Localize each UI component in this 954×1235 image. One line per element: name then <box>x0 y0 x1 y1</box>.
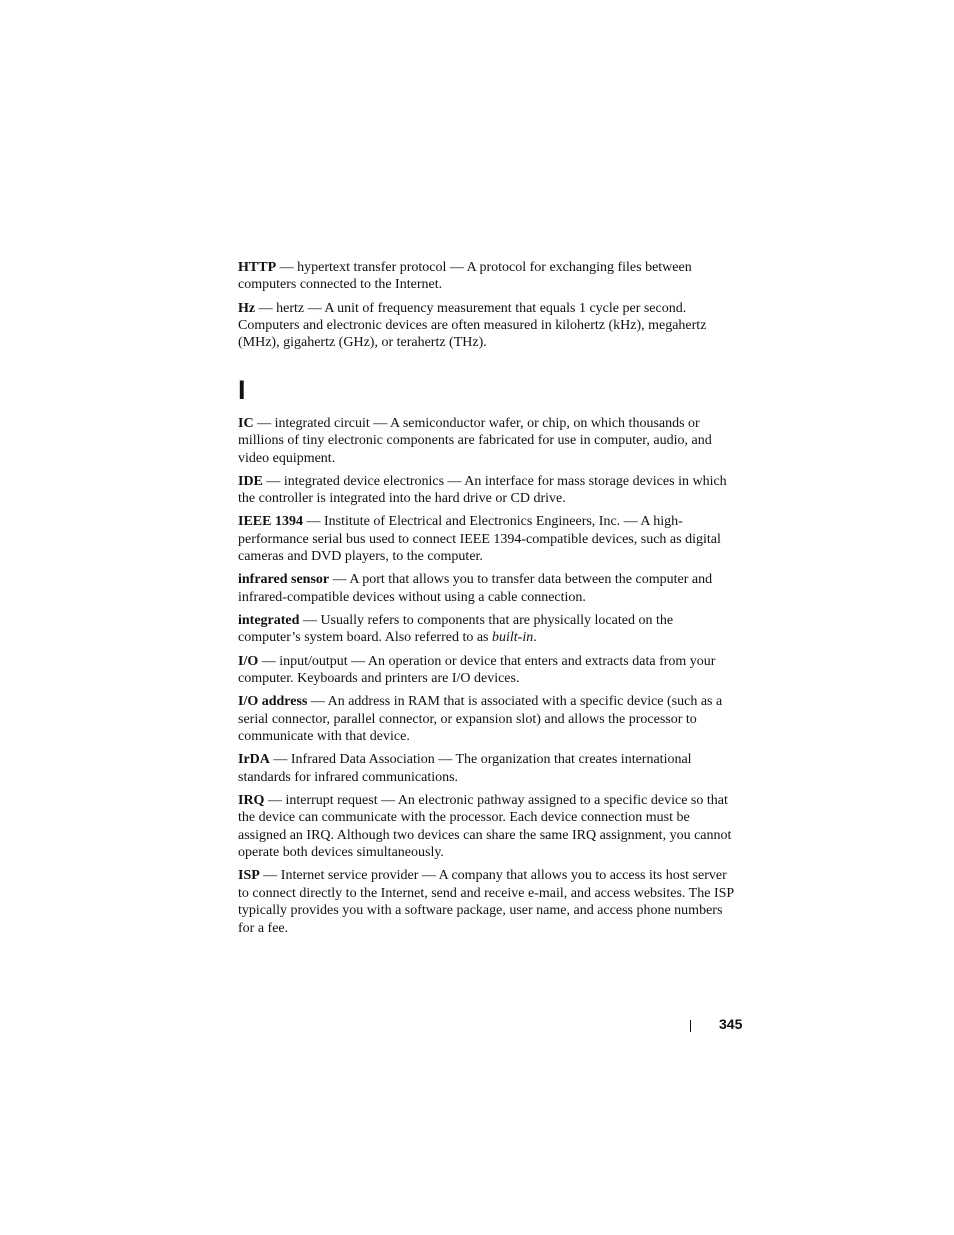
glossary-definition: — integrated circuit — A semiconductor wafer, or chip, on which thousands or millions of tiny electronic components are fabricated for use in computer, audio, and video equipment. <box>238 415 712 466</box>
glossary-definition: — hypertext transfer protocol — A protocol for exchanging files between computers connected to the Internet. <box>238 260 692 293</box>
glossary-term: HTTP <box>238 260 277 275</box>
glossary-section-i <box>238 375 738 937</box>
glossary-definition: — Internet service provider — A company that allows you to access its host server to connect directly to the Internet, send and receive e-mail, and access websites. The ISP typically provides you with a software package, user name, and access phone numbers for a fee. <box>238 868 734 936</box>
glossary-definition: — Usually refers to components that are physically located on the computer’s system board. Also referred to as <box>238 613 674 646</box>
page-number: 345 <box>719 1016 743 1032</box>
glossary-entry <box>238 751 738 786</box>
glossary-entry <box>238 513 738 565</box>
glossary-definition: — input/output — An operation or device that enters and extracts data from your computer. Keyboards and printers are I/O devices. <box>238 653 716 687</box>
section-letter-heading: I <box>238 374 246 405</box>
glossary-definition: — A port that allows you to transfer data between the computer and infrared-compatible devices without using a cable connection. <box>238 572 713 605</box>
glossary-definition: — Infrared Data Association — The organization that creates international standards for infrared communications. <box>238 752 692 785</box>
glossary-entry <box>238 571 738 606</box>
glossary-entry <box>238 693 738 745</box>
footer-divider <box>690 1020 691 1032</box>
glossary-entry <box>238 612 738 647</box>
glossary-term: IRQ <box>238 792 265 808</box>
glossary-term: ISP <box>238 868 260 884</box>
glossary-section-h <box>238 259 738 352</box>
glossary-entry <box>238 473 738 508</box>
glossary-entry <box>238 300 738 352</box>
glossary-entry <box>238 259 738 294</box>
glossary-entry <box>238 653 738 688</box>
glossary-definition-end: . <box>533 630 537 646</box>
glossary-term: IrDA <box>238 752 270 768</box>
glossary-term: I/O address <box>238 694 308 710</box>
glossary-definition: — hertz — A unit of frequency measurement that equals 1 cycle per second. Computers and electronic devices are often measured in kilohertz (kHz), megahertz (MHz), gigahertz (GHz), or terahertz (THz). <box>238 300 707 351</box>
glossary-term: IC <box>238 415 254 431</box>
glossary-term: I/O <box>238 653 259 669</box>
glossary-definition: — Institute of Electrical and Electronics Engineers, Inc. — A high-performance serial bus used to connect IEEE 1394-compatible devices, such as digital cameras and DVD players, to the computer. <box>238 514 721 565</box>
glossary-entry <box>238 867 738 937</box>
glossary-term: infrared sensor <box>238 572 330 588</box>
glossary-emphasis: built-in <box>492 630 534 646</box>
glossary-term: IEEE 1394 <box>238 514 303 530</box>
glossary-term: IDE <box>238 473 263 489</box>
glossary-entry <box>238 792 738 862</box>
glossary-definition: — interrupt request — An electronic pathway assigned to a specific device so that the device can communicate with the processor. Each device connection must be assigned an IRQ. Although two devices can share the same IRQ assignment, you cannot operate both devices simultaneously. <box>238 792 732 861</box>
glossary-page <box>238 259 738 943</box>
glossary-definition: — An address in RAM that is associated with a specific device (such as a serial connector, parallel connector, or expansion slot) and allows the processor to communicate with that device. <box>238 694 723 745</box>
glossary-entry <box>238 415 738 467</box>
glossary-term: integrated <box>238 613 300 629</box>
glossary-term: Hz <box>238 300 256 316</box>
glossary-definition: — integrated device electronics — An interface for mass storage devices in which the controller is integrated into the hard drive or CD drive. <box>238 473 727 507</box>
